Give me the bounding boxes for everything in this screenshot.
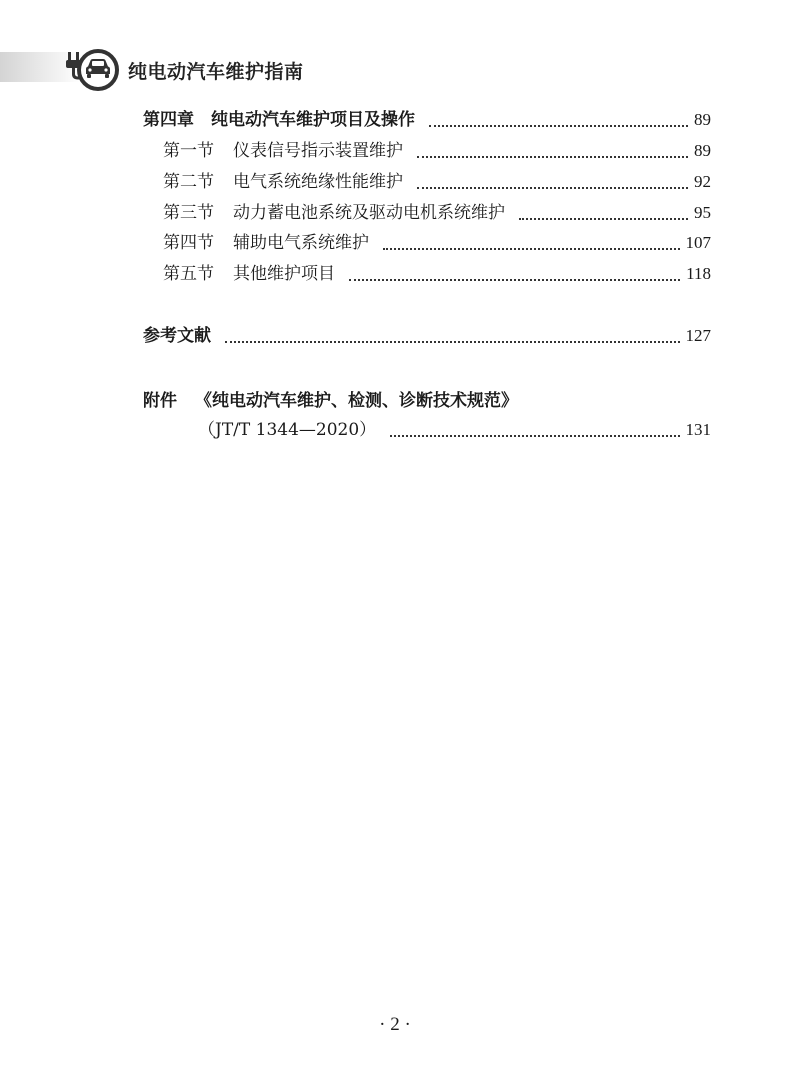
dot-leader xyxy=(390,435,679,437)
electric-car-plug-icon xyxy=(62,44,122,94)
section-title: 电气系统绝缘性能维护 xyxy=(233,172,403,192)
page-ref: 131 xyxy=(685,420,711,439)
toc-section-2 xyxy=(163,171,711,193)
section-title: 其他维护项目 xyxy=(233,264,335,284)
section-number: 第三节 xyxy=(163,203,214,223)
page-ref: 127 xyxy=(685,326,711,345)
section-number: 第一节 xyxy=(163,141,214,161)
book-title: 纯电动汽车维护指南 xyxy=(128,61,304,83)
page-ref: 92 xyxy=(694,172,711,191)
toc-section-4 xyxy=(163,232,711,254)
references-title: 参考文献 xyxy=(143,326,211,346)
toc-section-1 xyxy=(163,140,711,162)
appendix-prefix: 附件 xyxy=(143,391,177,411)
dot-leader xyxy=(349,279,680,281)
toc-appendix-code xyxy=(198,419,711,441)
page-ref: 89 xyxy=(694,110,711,129)
page-ref: 107 xyxy=(685,233,711,252)
section-title: 仪表信号指示装置维护 xyxy=(233,141,403,161)
page-ref: 89 xyxy=(694,141,711,160)
page-ref: 118 xyxy=(686,264,711,283)
dot-leader xyxy=(225,341,680,343)
toc-section-3 xyxy=(163,202,711,224)
appendix-title: 《纯电动汽车维护、检测、诊断技术规范》 xyxy=(195,391,518,411)
dot-leader xyxy=(519,218,688,220)
appendix-code: （JT/T 1344—2020） xyxy=(198,420,377,440)
toc-section-5 xyxy=(163,263,711,285)
section-title: 动力蓄电池系统及驱动电机系统维护 xyxy=(233,203,505,223)
chapter-title: 第四章 纯电动汽车维护项目及操作 xyxy=(143,110,415,130)
section-number: 第四节 xyxy=(163,233,214,253)
dot-leader xyxy=(417,187,688,189)
toc-appendix-title xyxy=(143,386,518,411)
dot-leader xyxy=(417,156,688,158)
section-number: 第五节 xyxy=(163,264,214,284)
section-number: 第二节 xyxy=(163,172,214,192)
dot-leader xyxy=(429,125,688,127)
section-title: 辅助电气系统维护 xyxy=(233,233,369,253)
page-ref: 95 xyxy=(694,203,711,222)
toc-references xyxy=(143,325,711,347)
dot-leader xyxy=(383,248,680,250)
page-number: · 2 · xyxy=(379,1014,411,1035)
toc-chapter-4 xyxy=(143,109,711,131)
